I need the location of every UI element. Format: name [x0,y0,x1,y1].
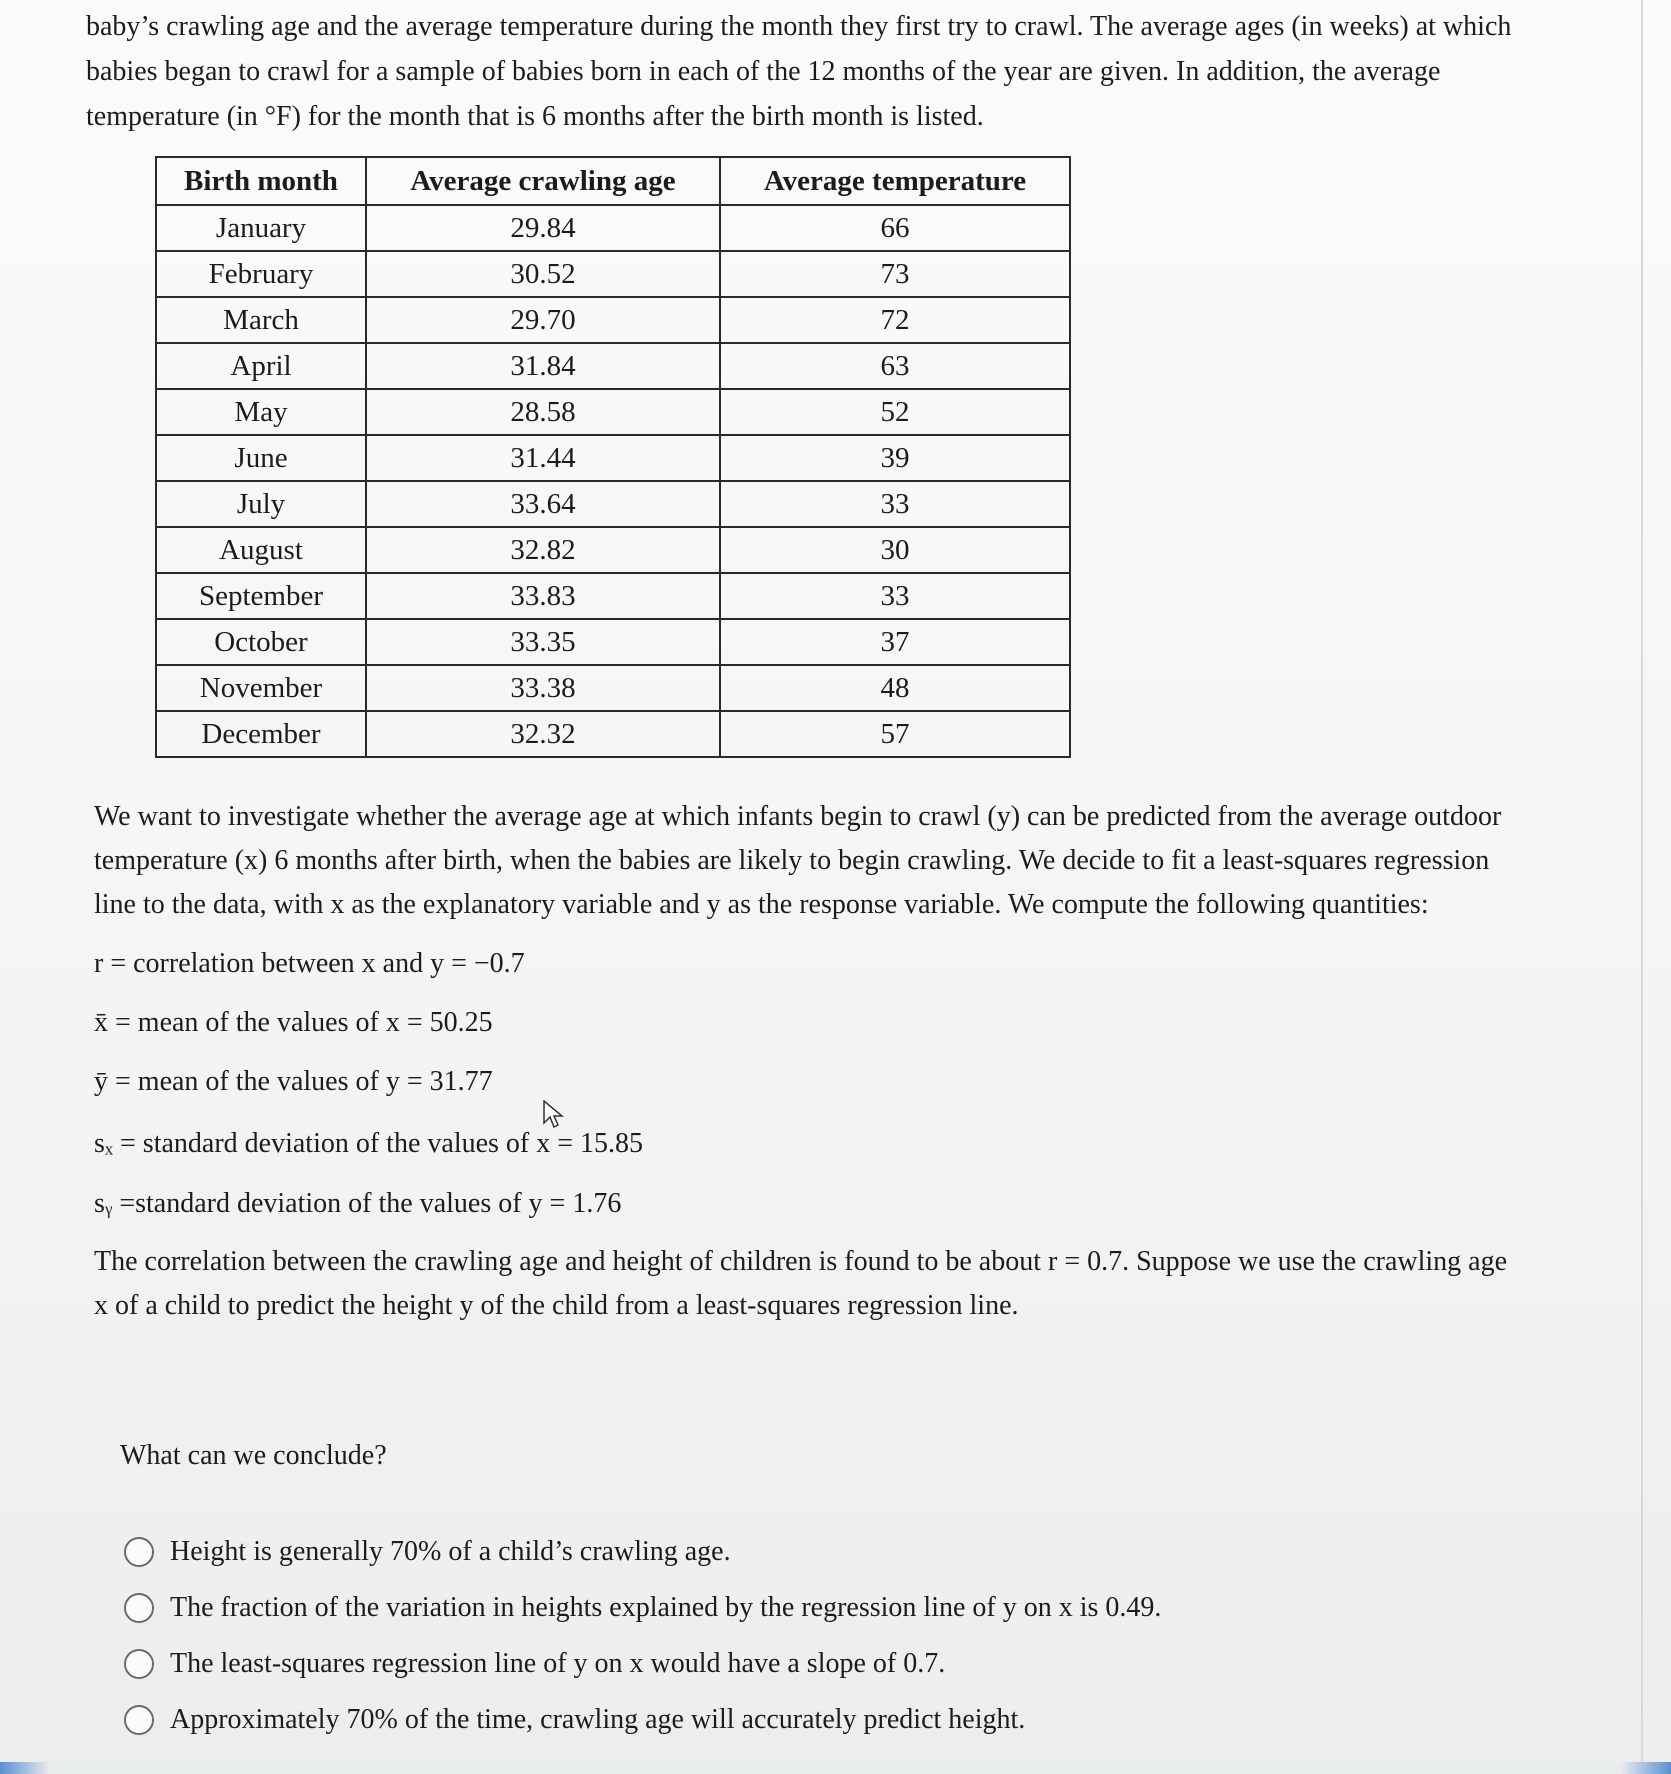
cell-crawling-age: 31.44 [366,435,720,481]
cell-month: July [156,481,366,527]
table-row [156,665,1070,711]
option-label: Approximately 70% of the time, crawling age will accurately predict height. [170,1704,1026,1735]
intro-line: baby’s crawling age and the average temperature during the month they first try to crawl. The average ages (in weeks) at which [86,11,1512,42]
cell-month: March [156,297,366,343]
cell-temperature: 57 [720,711,1070,757]
cell-crawling-age: 33.38 [366,665,720,711]
cell-crawling-age: 30.52 [366,251,720,297]
cell-temperature: 48 [720,665,1070,711]
cell-temperature: 37 [720,619,1070,665]
page-edge-divider [1641,0,1643,1774]
answer-option-4[interactable] [124,1704,1025,1736]
mouse-pointer-icon [543,1100,565,1130]
cell-temperature: 30 [720,527,1070,573]
intro-paragraph [86,4,1646,139]
option-label: The least-squares regression line of y on x would have a slope of 0.7. [170,1648,946,1679]
correlation-line: The correlation between the crawling age and height of children is found to be about r = 0.7. Suppose we use the crawling age [94,1246,1508,1277]
cell-crawling-age: 29.84 [366,205,720,251]
intro-line: temperature (in °F) for the month that is 6 months after the birth month is listed. [86,101,984,132]
table-row [156,619,1070,665]
radio-button[interactable] [124,1593,154,1623]
option-label: The fraction of the variation in heights explained by the regression line of y on x is 0.49. [170,1592,1162,1623]
cell-crawling-age: 33.83 [366,573,720,619]
stat-sd-y: sᵧ =standard deviation of the values of y = 1.76 [94,1188,622,1219]
radio-button[interactable] [124,1649,154,1679]
cell-temperature: 33 [720,481,1070,527]
cell-month: May [156,389,366,435]
cell-temperature: 33 [720,573,1070,619]
answer-option-2[interactable] [124,1592,1161,1624]
cell-crawling-age: 32.82 [366,527,720,573]
table-row [156,389,1070,435]
cell-crawling-age: 29.70 [366,297,720,343]
cell-temperature: 39 [720,435,1070,481]
cell-temperature: 63 [720,343,1070,389]
table-row [156,573,1070,619]
stat-mean-x: x̄ = mean of the values of x = 50.25 [94,1007,493,1038]
table-row [156,527,1070,573]
cell-temperature: 52 [720,389,1070,435]
table-row [156,481,1070,527]
cell-crawling-age: 28.58 [366,389,720,435]
cell-month: January [156,205,366,251]
cell-month: November [156,665,366,711]
table-header-row [156,157,1070,205]
header-average-temperature: Average temperature [720,157,1070,205]
stat-correlation: r = correlation between x and y = −0.7 [94,948,525,979]
cell-crawling-age: 32.32 [366,711,720,757]
cell-month: October [156,619,366,665]
cell-month: February [156,251,366,297]
stat-sd-x: sₓ = standard deviation of the values of x = 15.85 [94,1128,644,1159]
investigate-line: line to the data, with x as the explanatory variable and y as the response variable. We compute the following quantities: [94,889,1429,920]
correlation-paragraph [94,1240,1594,1328]
window-bottom-edge [0,1762,1671,1774]
table-row [156,205,1070,251]
cell-month: September [156,573,366,619]
table-row [156,297,1070,343]
option-label: Height is generally 70% of a child’s crawling age. [170,1536,731,1567]
cell-month: August [156,527,366,573]
header-average-crawling-age: Average crawling age [366,157,720,205]
radio-button[interactable] [124,1537,154,1567]
question-prompt: What can we conclude? [120,1440,387,1471]
answer-option-1[interactable] [124,1536,731,1568]
cell-month: April [156,343,366,389]
table-row [156,435,1070,481]
cell-month: June [156,435,366,481]
table-row [156,251,1070,297]
cell-temperature: 66 [720,205,1070,251]
header-birth-month: Birth month [156,157,366,205]
cell-crawling-age: 33.35 [366,619,720,665]
investigate-line: We want to investigate whether the average age at which infants begin to crawl (y) can be predicted from the average outdoor [94,801,1502,832]
intro-line: babies began to crawl for a sample of babies born in each of the 12 months of the year are given. In addition, the average [86,56,1441,87]
cell-month: December [156,711,366,757]
investigate-paragraph [94,795,1594,927]
cell-crawling-age: 33.64 [366,481,720,527]
cell-temperature: 72 [720,297,1070,343]
crawling-data-table [155,156,1071,758]
answer-option-3[interactable] [124,1648,945,1680]
cell-temperature: 73 [720,251,1070,297]
table-row [156,343,1070,389]
stat-mean-y: ȳ = mean of the values of y = 31.77 [94,1066,493,1097]
table-row [156,711,1070,757]
cell-crawling-age: 31.84 [366,343,720,389]
investigate-line: temperature (x) 6 months after birth, when the babies are likely to begin crawling. We decide to fit a least-squares regression [94,845,1490,876]
correlation-line: x of a child to predict the height y of the child from a least-squares regression line. [94,1290,1019,1321]
radio-button[interactable] [124,1705,154,1735]
